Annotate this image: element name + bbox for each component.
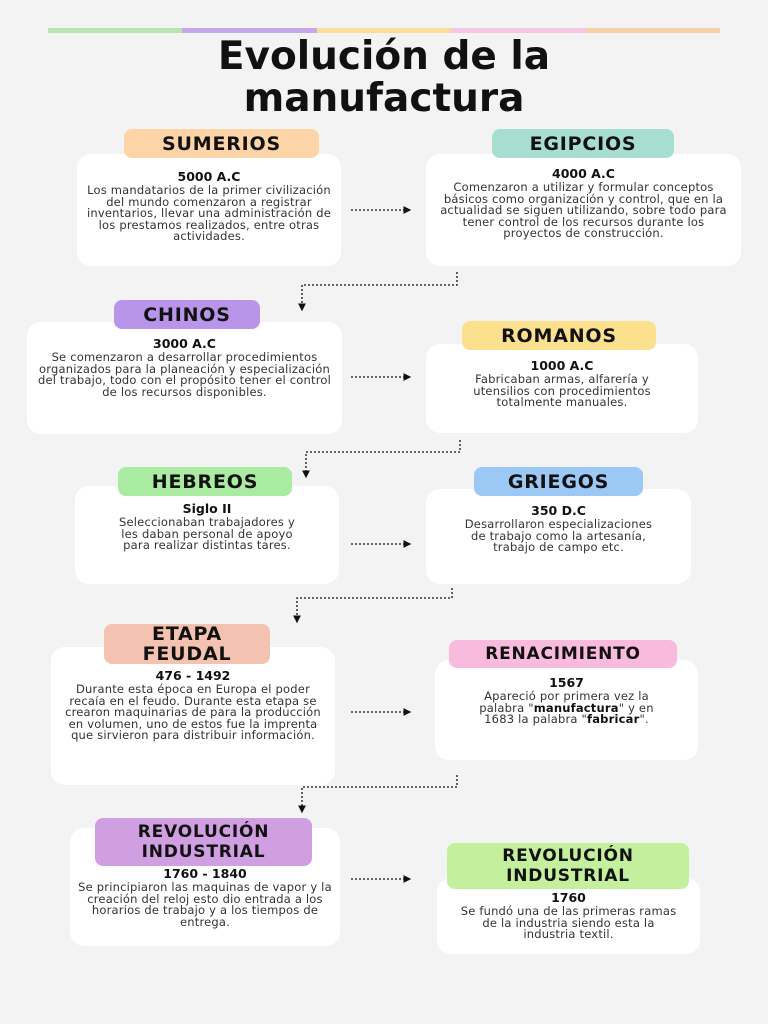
date-feudal: 476 - 1492 <box>155 668 231 683</box>
card-feudal <box>51 647 335 785</box>
date-romanos: 1000 A.C <box>530 358 594 373</box>
word-manufactura: manufactura <box>533 700 619 715</box>
label-griegos: GRIEGOS <box>474 467 643 496</box>
card-renacimiento <box>435 660 698 760</box>
date-revolucion-2: 1760 <box>551 890 586 905</box>
date-revolucion-1: 1760 - 1840 <box>163 866 247 881</box>
arrow-griegos-feudal <box>297 588 452 622</box>
label-egipcios: EGIPCIOS <box>492 129 674 158</box>
label-sumerios: SUMERIOS <box>124 129 319 158</box>
desc-feudal: Durante esta época en Europa el poder recaía en el feudo. Durante esta etapa se crearon maquinarias de para la producción en volumen, uno de estos fue la imprenta que sirvieron para distribuir información. <box>65 682 321 743</box>
date-sumerios: 5000 A.C <box>177 169 241 184</box>
desc-renacimiento: Apareció por primera vez la palabra "manufactura" y en 1683 la palabra "fabricar". <box>479 689 654 727</box>
arrow-egipcios-chinos <box>302 272 457 310</box>
date-chinos: 3000 A.C <box>153 336 216 351</box>
label-feudal <box>104 624 270 664</box>
date-hebreos: Siglo II <box>182 501 232 516</box>
bar-segment-green <box>48 28 182 33</box>
desc-griegos: Desarrollaron especializaciones de trabajo como la artesanía, trabajo de campo etc. <box>464 517 653 555</box>
label-romanos: ROMANOS <box>462 321 656 350</box>
label-feudal-line-2: FEUDAL <box>142 643 232 665</box>
label-revolucion-2-line-1: REVOLUCIÓN <box>502 846 634 866</box>
date-renacimiento: 1567 <box>549 675 584 690</box>
desc-egipcios: Comenzaron a utilizar y formular conceptos básicos como organización y control, que en la actualidad se siguen utilizando, sobre todo para tener control de los recursos durante los proyectos de construcción. <box>440 180 727 241</box>
card-griegos <box>426 489 691 584</box>
bar-segment-purple <box>182 28 316 33</box>
label-feudal-line-1: ETAPA <box>151 623 223 645</box>
label-revolucion-2-line-2: INDUSTRIAL <box>506 866 630 886</box>
arrow-romanos-hebreos <box>306 440 460 477</box>
label-renacimiento: RENACIMIENTO <box>449 640 677 668</box>
desc-hebreos: Seleccionaban trabajadores y les daban personal de apoyo para realizar distintas tares. <box>119 515 295 553</box>
desc-romanos: Fabricaban armas, alfarería y utensilios con procedimientos totalmente manuales. <box>473 372 651 410</box>
top-color-bar <box>48 28 720 33</box>
bar-segment-yellow <box>317 28 451 33</box>
card-hebreos <box>75 486 339 584</box>
card-chinos <box>27 322 342 434</box>
card-romanos <box>426 344 698 433</box>
card-sumerios <box>77 154 341 266</box>
title-line-2: manufactura <box>243 76 525 121</box>
card-revolucion-2 <box>437 878 700 954</box>
bar-segment-orange <box>586 28 720 33</box>
label-revolucion-1-line-1: REVOLUCIÓN <box>137 822 270 842</box>
label-revolucion-2 <box>447 843 689 889</box>
bar-segment-pink <box>451 28 585 33</box>
title-line-1: Evolución de la <box>217 34 551 79</box>
desc-revolucion-1: Se principiaron las maquinas de vapor y la creación del reloj esto dio entrada a los horarios de trabajo y a los tiempos de entrega. <box>78 880 332 929</box>
desc-sumerios: Los mandatarios de la primer civilización del mundo comenzaron a registrar inventarios, llevar una administración de los prestamos realizados, entre otras actividades. <box>86 183 332 244</box>
word-fabricar: fabricar <box>587 712 640 727</box>
label-revolucion-1 <box>95 818 312 866</box>
label-chinos: CHINOS <box>114 300 260 329</box>
card-egipcios <box>426 154 741 266</box>
desc-chinos: Se comenzaron a desarrollar procedimientos organizados para la planeación y especialización del trabajo, todo con el propósito tener el control de los recursos disponibles. <box>37 350 332 399</box>
label-revolucion-1-line-2: INDUSTRIAL <box>141 842 266 862</box>
page-title <box>0 36 768 120</box>
date-egipcios: 4000 A.C <box>552 166 615 181</box>
desc-revolucion-2: Se fundó una de las primeras ramas de la industria siendo esta la industria textil. <box>460 904 677 942</box>
label-hebreos: HEBREOS <box>118 467 292 496</box>
date-griegos: 350 D.C <box>531 503 586 518</box>
